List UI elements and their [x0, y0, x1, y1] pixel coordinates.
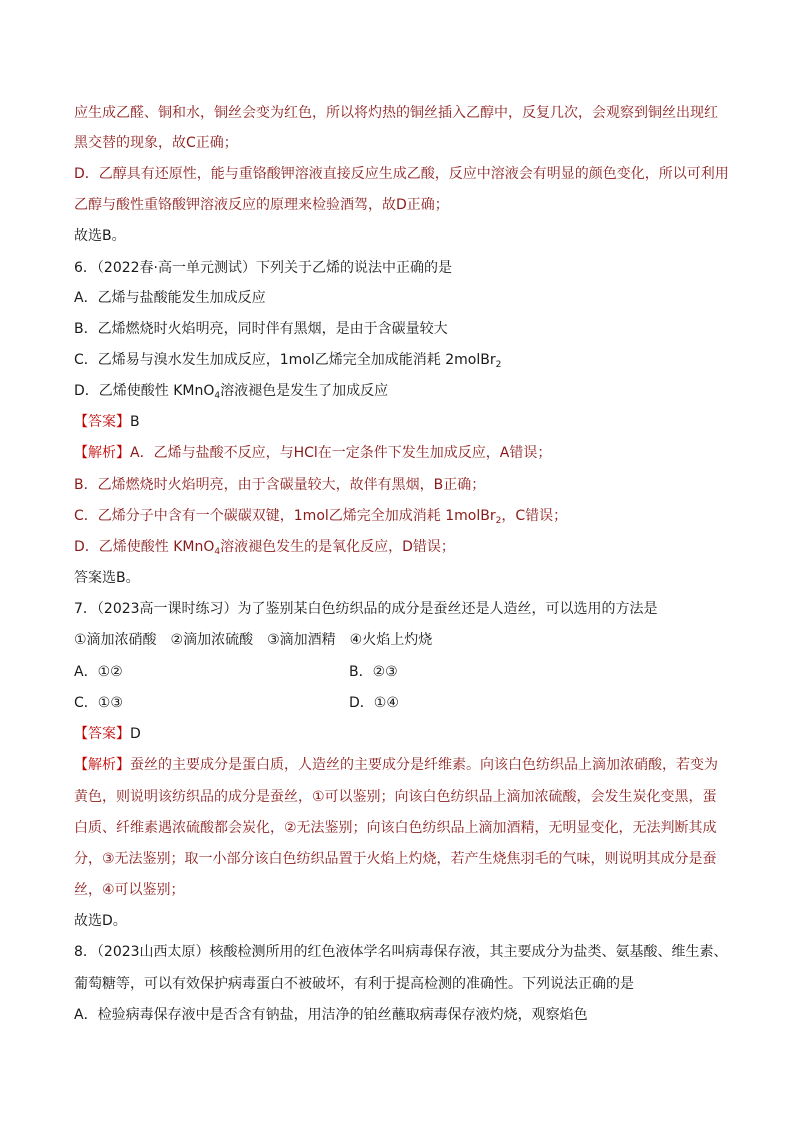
analysis-text: D．乙烯使酸性 KMnO	[74, 539, 215, 555]
q7-methods: ①滴加浓硝酸 ②滴加浓硫酸 ③滴加酒精 ④火焰上灼烧	[74, 632, 433, 648]
analysis-tag: 【解析】	[74, 445, 130, 461]
answer-value: D	[130, 726, 141, 742]
q6-conclusion: 答案选B。	[74, 570, 140, 586]
q5-explanation-line: D．乙醇具有还原性，能与重铬酸钾溶液直接反应生成乙酸，反应中溶液会有明显的颜色变化，所以可利用	[74, 166, 729, 182]
q6-option-d-text-tail: 溶液褪色是发生了加成反应	[220, 383, 389, 399]
q6-analysis-line: B．乙烯燃烧时火焰明亮，由于含碳量较大，故伴有黑烟，B正确；	[74, 477, 486, 493]
analysis-text: 蚕丝的主要成分是蛋白质，人造丝的主要成分是纤维素。向该白色纺织品上滴加浓硝酸，若变为	[130, 757, 718, 773]
q5-conclusion: 故选B。	[74, 228, 126, 244]
q7-analysis-line: 丝，④可以鉴别；	[74, 882, 185, 898]
analysis-text-tail: 溶液褪色发生的是氧化反应，D错误；	[220, 539, 455, 555]
q6-analysis-line	[74, 443, 734, 463]
answer-tag: 【答案】	[74, 726, 130, 742]
q7-analysis-line	[74, 755, 734, 775]
analysis-text: A．乙烯与盐酸不反应，与HCl在一定条件下发生加成反应，A错误；	[130, 445, 552, 461]
subscript: 4	[214, 547, 221, 557]
q7-option-b: B．②③	[349, 664, 398, 680]
analysis-text-tail: ，C错误；	[501, 508, 568, 524]
q6-analysis-line	[74, 506, 734, 526]
q7-option-a: A．①②	[74, 664, 123, 680]
q5-explanation-line: 黑交替的现象，故C正确；	[74, 135, 238, 151]
q7-conclusion: 故选D。	[74, 913, 127, 929]
q6-analysis-line	[74, 537, 734, 557]
q6-option-d	[74, 381, 734, 401]
analysis-text: C．乙烯分子中含有一个碳碳双键，1mol乙烯完全加成消耗 1molBr	[74, 508, 496, 524]
q7-analysis-line: 白质、纤维素遇浓硫酸都会炭化，②无法鉴别；向该白色纺织品上滴加酒精，无明显变化，无法判断其成	[74, 820, 717, 836]
q7-option-c: C．①③	[74, 695, 123, 711]
subscript: 2	[495, 360, 502, 370]
q7-analysis-line: 黄色，则说明该纺织品的成分是蚕丝，①可以鉴别；向该白色纺织品上滴加浓硫酸，会发生炭化变黑，蛋	[74, 789, 717, 805]
subscript: 4	[214, 391, 221, 401]
q6-option-c	[74, 350, 734, 370]
q8-stem-line: 葡萄糖等，可以有效保护病毒蛋白不被破坏，有利于提高检测的准确性。下列说法正确的是	[74, 976, 634, 992]
q7-stem: 7．（2023高一课时练习）为了鉴别某白色纺织品的成分是蚕丝还是人造丝，可以选用的方法是	[74, 601, 658, 617]
answer-value: B	[130, 414, 140, 430]
analysis-tag: 【解析】	[74, 757, 130, 773]
q6-option-a: A．乙烯与盐酸能发生加成反应	[74, 290, 266, 306]
q7-analysis-line: 分，③无法鉴别；取一小部分该白色纺织品置于火焰上灼烧，若产生烧焦羽毛的气味，则说明其成分是蚕	[74, 851, 717, 867]
q7-options-row	[74, 693, 734, 713]
q7-options-row	[74, 662, 734, 682]
q6-option-c-text: C．乙烯易与溴水发生加成反应，1mol乙烯完全加成能消耗 2molBr	[74, 352, 496, 368]
q6-stem: 6．（2022春·高一单元测试）下列关于乙烯的说法中正确的是	[74, 260, 452, 276]
q7-option-d: D．①④	[349, 695, 399, 711]
q5-explanation-line: 应生成乙醛、铜和水，铜丝会变为红色，所以将灼热的铜丝插入乙醇中，反复几次，会观察到铜丝出现红	[74, 105, 718, 121]
q6-answer	[74, 412, 734, 432]
answer-tag: 【答案】	[74, 414, 130, 430]
q6-option-d-text: D．乙烯使酸性 KMnO	[74, 383, 215, 399]
q5-explanation-line: 乙醇与酸性重铬酸钾溶液反应的原理来检验酒驾，故D正确；	[74, 197, 449, 213]
q8-stem-line: 8．（2023山西太原）核酸检测所用的红色液体学名叫病毒保存液，其主要成分为盐类、氨基酸、维生素、	[74, 944, 728, 960]
subscript: 2	[495, 516, 502, 526]
q7-answer	[74, 724, 734, 744]
q6-option-b: B．乙烯燃烧时火焰明亮，同时伴有黑烟，是由于含碳量较大	[74, 321, 448, 337]
q8-option-a: A．检验病毒保存液中是否含有钠盐，用洁净的铂丝蘸取病毒保存液灼烧，观察焰色	[74, 1007, 588, 1023]
